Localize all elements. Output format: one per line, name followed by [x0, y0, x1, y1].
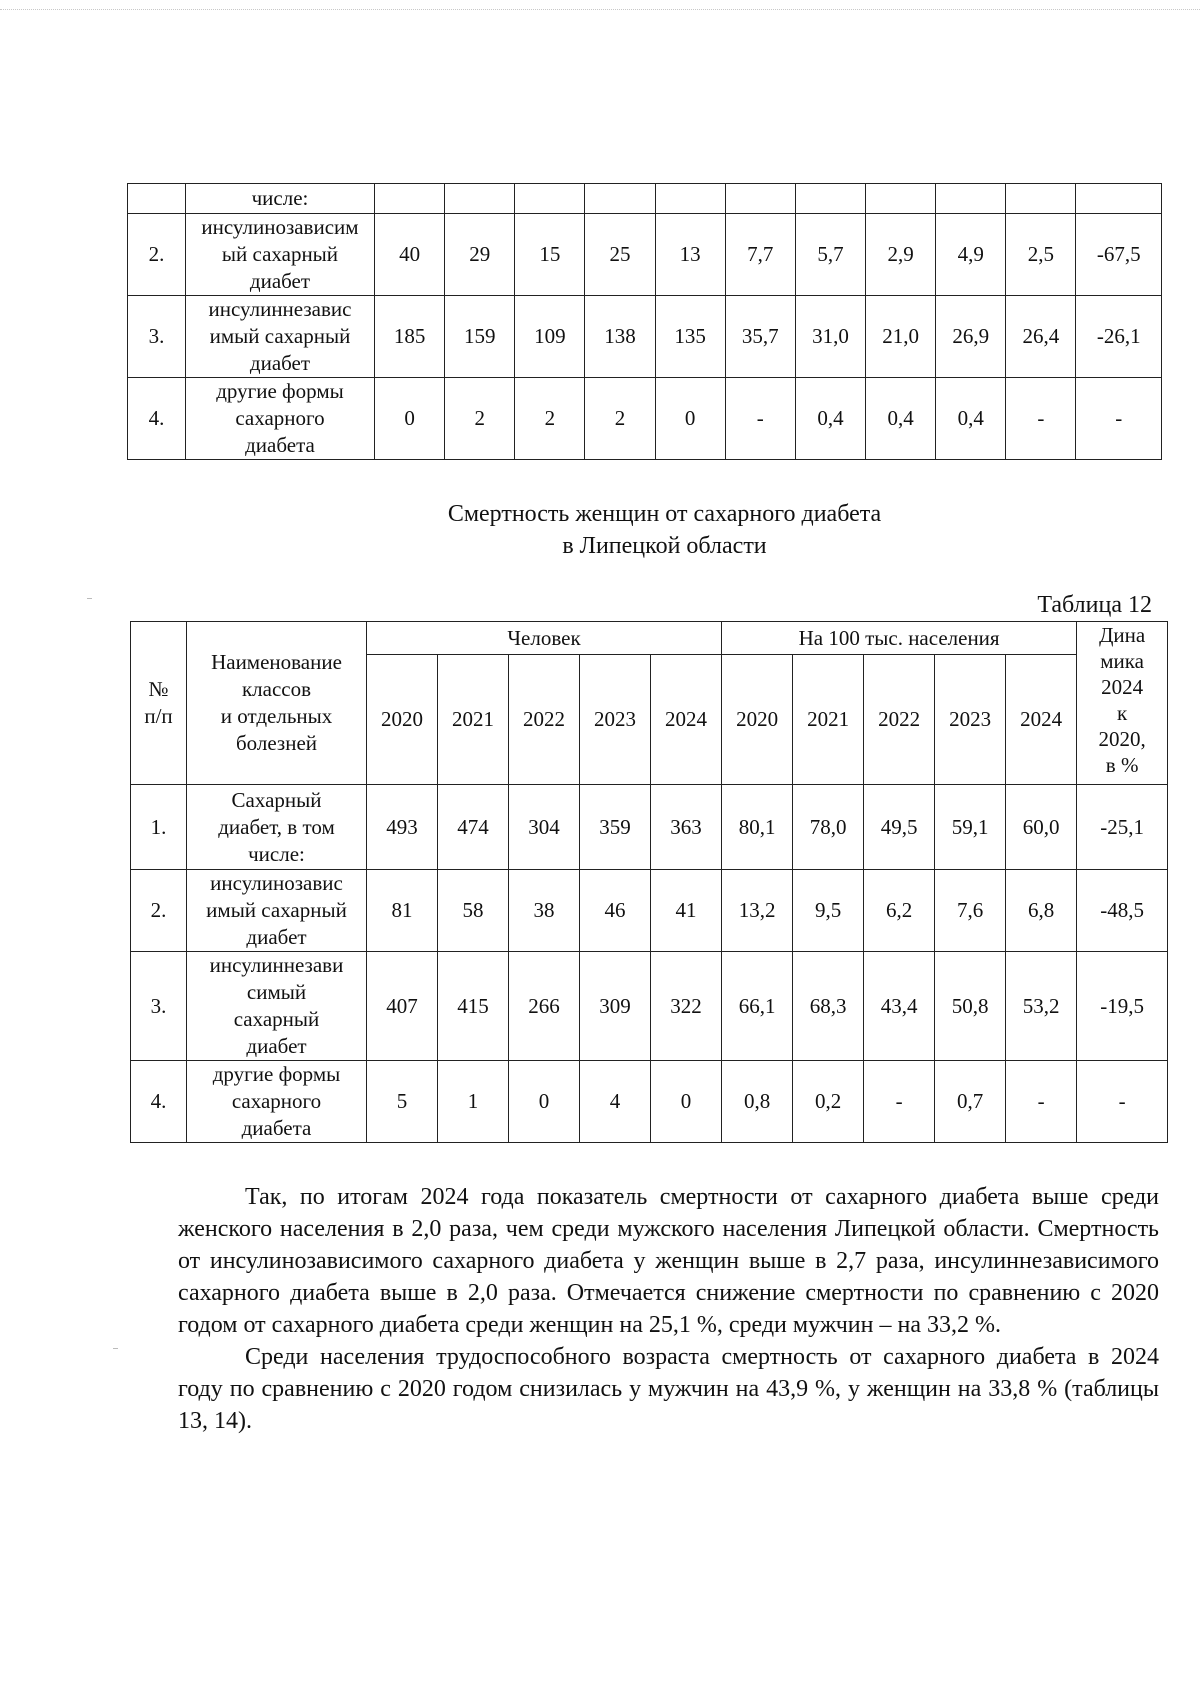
- value-cell: [725, 184, 795, 214]
- value-cell: 6,8: [1006, 870, 1077, 952]
- header-group-rate: На 100 тыс. населения: [722, 622, 1077, 655]
- value-cell: 2: [445, 378, 515, 460]
- value-cell: 2: [585, 378, 655, 460]
- header-name-line: болезней: [235, 731, 318, 755]
- header-name-line: классов: [241, 677, 312, 701]
- header-dynamics: [1077, 622, 1168, 785]
- value-cell: -: [1006, 378, 1076, 460]
- row-name-line: диабет: [246, 925, 307, 949]
- table-12: [130, 621, 1168, 1143]
- value-cell: 0,4: [795, 378, 865, 460]
- value-cell: -: [1076, 378, 1162, 460]
- value-cell: 66,1: [722, 952, 793, 1061]
- row-number-cell: [128, 184, 186, 214]
- row-name-line: другие формы: [212, 1062, 341, 1086]
- table-row: [131, 1061, 1168, 1143]
- table-row: [131, 785, 1168, 870]
- value-cell: [445, 184, 515, 214]
- value-cell: 49,5: [864, 785, 935, 870]
- scan-edge-line: [0, 9, 1200, 10]
- row-name-line: диабета: [245, 433, 315, 457]
- row-name-line: симый: [246, 980, 307, 1004]
- row-number-cell: 1.: [131, 785, 187, 870]
- value-cell: [936, 184, 1006, 214]
- value-cell: 2,5: [1006, 214, 1076, 296]
- row-name-cell: [185, 378, 374, 460]
- row-name-line: диабет: [246, 1034, 307, 1058]
- header-year: 2023: [580, 655, 651, 785]
- value-cell: [866, 184, 936, 214]
- value-cell: 138: [585, 296, 655, 378]
- value-cell: 15: [515, 214, 585, 296]
- header-name-line: и отдельных: [220, 704, 333, 728]
- row-name-line: диабет, в том: [218, 814, 335, 839]
- previous-table-continuation: [127, 183, 1162, 460]
- table-row: [131, 870, 1168, 952]
- paragraph-2: Среди населения трудоспособного возраста смертность от сахарного диабета в 2024 году по сравнению с 2020 годом снизилась у мужчин на 43,9 %, у женщин на 33,8 % (таблицы 13, 14).: [178, 1344, 1159, 1434]
- value-cell: 359: [580, 785, 651, 870]
- value-cell: 304: [509, 785, 580, 870]
- value-cell: 9,5: [793, 870, 864, 952]
- row-name-cell: [187, 870, 367, 952]
- row-name-line: сахарного: [235, 406, 325, 430]
- value-cell: 29: [445, 214, 515, 296]
- value-cell: -: [1077, 1061, 1168, 1143]
- value-cell: -19,5: [1077, 952, 1168, 1061]
- row-name-line: инсулинозавис: [210, 871, 343, 895]
- row-name-line: инсулиннезавис: [208, 297, 352, 321]
- table-row: [128, 296, 1162, 378]
- row-name-line: сахарный: [233, 1007, 320, 1031]
- header-name: [187, 622, 367, 785]
- value-cell: 6,2: [864, 870, 935, 952]
- value-cell: 43,4: [864, 952, 935, 1061]
- value-cell: 5: [367, 1061, 438, 1143]
- value-cell: 266: [509, 952, 580, 1061]
- value-cell: 21,0: [866, 296, 936, 378]
- table-number-label: Таблица 12: [1037, 592, 1152, 618]
- value-cell: 0: [375, 378, 445, 460]
- header-group-people: Человек: [367, 622, 722, 655]
- row-name-line: числе:: [248, 841, 305, 866]
- row-number-cell: 3.: [131, 952, 187, 1061]
- value-cell: 58: [438, 870, 509, 952]
- header-year: 2022: [509, 655, 580, 785]
- value-cell: -: [725, 378, 795, 460]
- row-number-cell: 4.: [128, 378, 186, 460]
- row-name-cell: [187, 952, 367, 1061]
- row-name-line: Сахарный: [231, 787, 322, 812]
- row-name-line: диабет: [249, 351, 311, 375]
- value-cell: 0: [509, 1061, 580, 1143]
- header-year: 2024: [651, 655, 722, 785]
- table-caption: [0, 498, 1200, 562]
- header-dynamics-line: мика: [1100, 649, 1144, 673]
- value-cell: 109: [515, 296, 585, 378]
- margin-mark: [87, 598, 92, 599]
- value-cell: 7,6: [935, 870, 1006, 952]
- value-cell: 4: [580, 1061, 651, 1143]
- value-cell: 0,8: [722, 1061, 793, 1143]
- row-name-line: инсулинозависим: [201, 215, 359, 239]
- value-cell: 309: [580, 952, 651, 1061]
- row-number-cell: 4.: [131, 1061, 187, 1143]
- value-cell: [1006, 184, 1076, 214]
- header-dynamics-line: 2024: [1101, 675, 1144, 699]
- header-dynamics-line: 2020,: [1098, 727, 1146, 751]
- value-cell: 159: [445, 296, 515, 378]
- header-year: 2022: [864, 655, 935, 785]
- row-name-line: диабета: [241, 1116, 312, 1140]
- row-name-line: диабет: [249, 269, 311, 293]
- value-cell: 41: [651, 870, 722, 952]
- table-row: [131, 952, 1168, 1061]
- value-cell: -25,1: [1077, 785, 1168, 870]
- header-dynamics-line: в %: [1105, 753, 1139, 777]
- value-cell: [375, 184, 445, 214]
- value-cell: 415: [438, 952, 509, 1061]
- value-cell: 474: [438, 785, 509, 870]
- value-cell: 50,8: [935, 952, 1006, 1061]
- header-dynamics-line: Дина: [1099, 623, 1146, 647]
- value-cell: 5,7: [795, 214, 865, 296]
- header-num: [131, 622, 187, 785]
- value-cell: 60,0: [1006, 785, 1077, 870]
- value-cell: 35,7: [725, 296, 795, 378]
- row-name-line: имый сахарный: [206, 898, 347, 922]
- value-cell: 26,9: [936, 296, 1006, 378]
- header-year: 2024: [1006, 655, 1077, 785]
- value-cell: -26,1: [1076, 296, 1162, 378]
- value-cell: 135: [655, 296, 725, 378]
- body-text: [178, 1181, 1159, 1437]
- value-cell: 25: [585, 214, 655, 296]
- value-cell: 2,9: [866, 214, 936, 296]
- value-cell: -67,5: [1076, 214, 1162, 296]
- value-cell: 0,4: [866, 378, 936, 460]
- row-number-cell: 2.: [128, 214, 186, 296]
- value-cell: 185: [375, 296, 445, 378]
- value-cell: 31,0: [795, 296, 865, 378]
- table-row: [128, 184, 1162, 214]
- value-cell: 0: [651, 1061, 722, 1143]
- value-cell: 40: [375, 214, 445, 296]
- row-number-cell: 2.: [131, 870, 187, 952]
- value-cell: 407: [367, 952, 438, 1061]
- value-cell: 46: [580, 870, 651, 952]
- value-cell: [585, 184, 655, 214]
- value-cell: 322: [651, 952, 722, 1061]
- value-cell: 59,1: [935, 785, 1006, 870]
- value-cell: 26,4: [1006, 296, 1076, 378]
- margin-mark: [113, 1348, 118, 1349]
- value-cell: 4,9: [936, 214, 1006, 296]
- row-name-cell: [187, 785, 367, 870]
- row-name-cell: [185, 214, 374, 296]
- header-year: 2020: [367, 655, 438, 785]
- value-cell: 1: [438, 1061, 509, 1143]
- row-name-line: другие формы: [216, 379, 344, 403]
- row-name-line: инсулиннезави: [209, 953, 344, 977]
- header-year: 2021: [438, 655, 509, 785]
- caption-line-1: Смертность женщин от сахарного диабета: [447, 501, 882, 527]
- row-name-line: сахарного: [231, 1089, 322, 1113]
- value-cell: [655, 184, 725, 214]
- value-cell: 13: [655, 214, 725, 296]
- header-name-line: Наименование: [211, 650, 342, 674]
- value-cell: 53,2: [1006, 952, 1077, 1061]
- header-num-line: п/п: [144, 704, 173, 728]
- value-cell: 0,4: [936, 378, 1006, 460]
- value-cell: [515, 184, 585, 214]
- row-name-line: ый сахарный: [221, 242, 339, 266]
- value-cell: 493: [367, 785, 438, 870]
- paragraph-1: Так, по итогам 2024 года показатель смертности от сахарного диабета выше среди женского населения в 2,0 раза, чем среди мужского населения Липецкой области. Смертность от инсулинозависимого сахарного диабета у женщин выше в 2,7 раза, инсулиннезависимого сахарного диабета выше в 2,0 раза. Отмечается снижение смертности по сравнению с 2020 годом от сахарного диабета среди женщин на 25,1 %, среди мужчин – на 33,2 %.: [178, 1184, 1159, 1338]
- row-name-cell: [185, 296, 374, 378]
- row-name-cell: [187, 1061, 367, 1143]
- table-row: [128, 378, 1162, 460]
- header-year: 2020: [722, 655, 793, 785]
- row-name-line: имый сахарный: [209, 324, 351, 348]
- value-cell: -: [864, 1061, 935, 1143]
- caption-line-2: в Липецкой области: [562, 533, 767, 559]
- value-cell: 7,7: [725, 214, 795, 296]
- value-cell: 0,7: [935, 1061, 1006, 1143]
- value-cell: 78,0: [793, 785, 864, 870]
- value-cell: 38: [509, 870, 580, 952]
- row-number-cell: 3.: [128, 296, 186, 378]
- value-cell: 68,3: [793, 952, 864, 1061]
- value-cell: [795, 184, 865, 214]
- row-name-cell: [185, 184, 374, 214]
- value-cell: -48,5: [1077, 870, 1168, 952]
- table-row: [128, 214, 1162, 296]
- value-cell: 363: [651, 785, 722, 870]
- value-cell: 2: [515, 378, 585, 460]
- value-cell: 81: [367, 870, 438, 952]
- header-year: 2023: [935, 655, 1006, 785]
- header-dynamics-line: к: [1117, 701, 1128, 725]
- value-cell: 80,1: [722, 785, 793, 870]
- value-cell: 0,2: [793, 1061, 864, 1143]
- value-cell: 0: [655, 378, 725, 460]
- header-num-line: №: [148, 677, 169, 701]
- value-cell: 13,2: [722, 870, 793, 952]
- value-cell: [1076, 184, 1162, 214]
- header-year: 2021: [793, 655, 864, 785]
- row-name-line: числе:: [251, 186, 309, 210]
- value-cell: -: [1006, 1061, 1077, 1143]
